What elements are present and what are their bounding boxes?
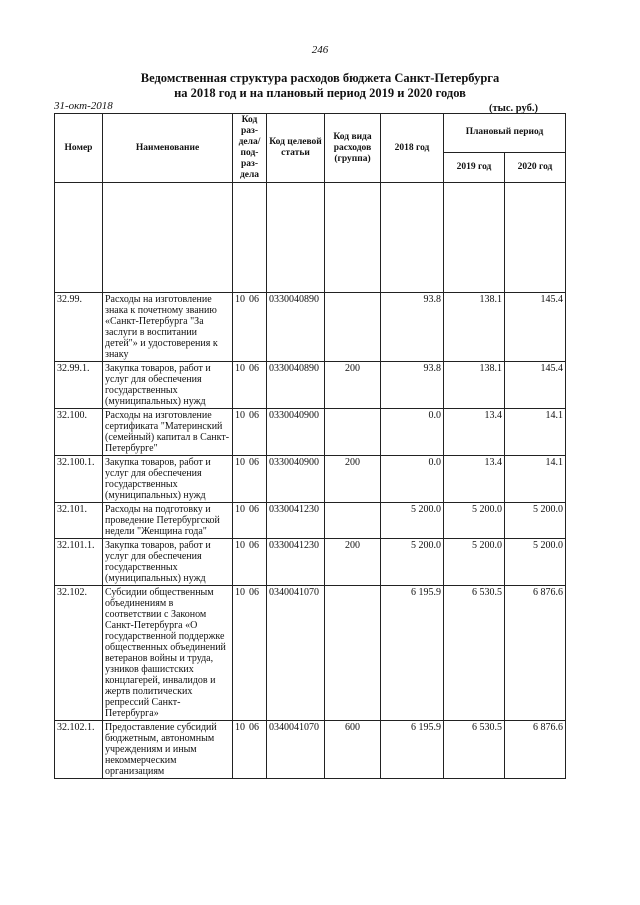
row-section: 10 [235, 540, 245, 551]
row-section-code [233, 362, 267, 409]
page-number: 246 [311, 44, 329, 56]
row-subsection: 06 [249, 363, 259, 374]
row-amount-2019: 5 200.0 [444, 539, 505, 586]
row-subsection: 06 [249, 587, 259, 598]
row-article-code: 0330040890 [267, 362, 325, 409]
header-2020: 2020 год [505, 152, 566, 182]
row-name: Расходы на изготовление сертификата "Материнский (семейный) капитал в Санкт-Петербурге" [103, 409, 233, 456]
header-spacer-row [55, 183, 566, 293]
row-number: 32.102. [55, 586, 103, 721]
row-group-code: 200 [325, 362, 381, 409]
header-2018: 2018 год [381, 114, 444, 183]
row-subsection: 06 [249, 457, 259, 468]
row-section: 10 [235, 294, 245, 305]
table-row [55, 293, 566, 362]
row-article-code: 0330041230 [267, 539, 325, 586]
table-row [55, 362, 566, 409]
row-name: Закупка товаров, работ и услуг для обеспечения государственных (муниципальных) нужд [103, 539, 233, 586]
row-amount-2020: 5 200.0 [505, 539, 566, 586]
row-amount-2018: 5 200.0 [381, 503, 444, 539]
row-section-code [233, 409, 267, 456]
row-subsection: 06 [249, 504, 259, 515]
row-number: 32.99.1. [55, 362, 103, 409]
row-article-code: 0330041230 [267, 503, 325, 539]
row-group-code: 600 [325, 721, 381, 779]
row-subsection: 06 [249, 722, 259, 733]
row-section-code [233, 456, 267, 503]
units-label: (тыс. руб.) [489, 103, 538, 114]
row-amount-2020: 5 200.0 [505, 503, 566, 539]
row-section: 10 [235, 504, 245, 515]
row-group-code: 200 [325, 539, 381, 586]
row-amount-2019: 13.4 [444, 456, 505, 503]
row-amount-2019: 13.4 [444, 409, 505, 456]
row-subsection: 06 [249, 540, 259, 551]
table-row [55, 586, 566, 721]
row-subsection: 06 [249, 294, 259, 305]
row-section: 10 [235, 410, 245, 421]
row-number: 32.100. [55, 409, 103, 456]
row-amount-2020: 6 876.6 [505, 586, 566, 721]
row-amount-2018: 6 195.9 [381, 721, 444, 779]
row-number: 32.101. [55, 503, 103, 539]
row-amount-2018: 6 195.9 [381, 586, 444, 721]
row-amount-2020: 14.1 [505, 409, 566, 456]
header-plan-period: Плановый период [444, 114, 566, 153]
row-amount-2019: 6 530.5 [444, 586, 505, 721]
row-amount-2018: 0.0 [381, 409, 444, 456]
row-amount-2019: 5 200.0 [444, 503, 505, 539]
row-number: 32.99. [55, 293, 103, 362]
header-name: Наименование [103, 114, 233, 183]
header-article: Код целевой статьи [267, 114, 325, 183]
row-section: 10 [235, 457, 245, 468]
row-section-code [233, 586, 267, 721]
table-row [55, 503, 566, 539]
row-section-code [233, 293, 267, 362]
row-amount-2019: 138.1 [444, 362, 505, 409]
table-row [55, 539, 566, 586]
header-section: Код раз-дела/ под-раз-дела [233, 114, 267, 183]
header-2019: 2019 год [444, 152, 505, 182]
row-group-code [325, 409, 381, 456]
table-row [55, 721, 566, 779]
row-name: Субсидии общественным объединениям в соответствии с Законом Санкт-Петербурга «О государственной поддержке общественных объединений ветеранов войны и труда, узников фашистских концлагерей, инвалидов и жертв политических репрессий Санкт-Петербурга» [103, 586, 233, 721]
table-body [55, 183, 566, 779]
table-row [55, 409, 566, 456]
row-amount-2020: 6 876.6 [505, 721, 566, 779]
row-name: Расходы на изготовление знака к почетному званию «Санкт-Петербурга "За заслуги в воспитании детей"» и удостоверения к знаку [103, 293, 233, 362]
row-section-code [233, 539, 267, 586]
header-group: Код вида расходов (группа) [325, 114, 381, 183]
row-group-code [325, 293, 381, 362]
row-amount-2018: 93.8 [381, 362, 444, 409]
row-amount-2018: 5 200.0 [381, 539, 444, 586]
header-number: Номер [55, 114, 103, 183]
row-article-code: 0330040890 [267, 293, 325, 362]
row-name: Закупка товаров, работ и услуг для обеспечения государственных (муниципальных) нужд [103, 362, 233, 409]
row-amount-2019: 6 530.5 [444, 721, 505, 779]
document-title [0, 71, 640, 101]
title-line-1: Ведомственная структура расходов бюджета Санкт-Петербурга [140, 71, 500, 85]
row-amount-2020: 145.4 [505, 362, 566, 409]
row-name: Расходы на подготовку и проведение Петербургской недели "Женщина года" [103, 503, 233, 539]
row-article-code: 0340041070 [267, 586, 325, 721]
table-row [55, 456, 566, 503]
row-amount-2020: 14.1 [505, 456, 566, 503]
row-subsection: 06 [249, 410, 259, 421]
row-name: Закупка товаров, работ и услуг для обеспечения государственных (муниципальных) нужд [103, 456, 233, 503]
row-article-code: 0340041070 [267, 721, 325, 779]
row-section-code [233, 503, 267, 539]
row-group-code: 200 [325, 456, 381, 503]
row-number: 32.102.1. [55, 721, 103, 779]
row-article-code: 0330040900 [267, 456, 325, 503]
row-amount-2019: 138.1 [444, 293, 505, 362]
row-group-code [325, 503, 381, 539]
row-section-code [233, 721, 267, 779]
row-amount-2018: 93.8 [381, 293, 444, 362]
row-section: 10 [235, 587, 245, 598]
title-line-2: на 2018 год и на плановый период 2019 и 2020 годов [174, 86, 466, 100]
row-section: 10 [235, 722, 245, 733]
row-section: 10 [235, 363, 245, 374]
row-amount-2020: 145.4 [505, 293, 566, 362]
row-name: Предоставление субсидий бюджетным, автономным учреждениям и иным некоммерческим организациям [103, 721, 233, 779]
row-group-code [325, 586, 381, 721]
row-number: 32.100.1. [55, 456, 103, 503]
row-number: 32.101.1. [55, 539, 103, 586]
row-amount-2018: 0.0 [381, 456, 444, 503]
document-date: 31-окт-2018 [54, 100, 113, 112]
row-article-code: 0330040900 [267, 409, 325, 456]
budget-table [54, 113, 566, 779]
